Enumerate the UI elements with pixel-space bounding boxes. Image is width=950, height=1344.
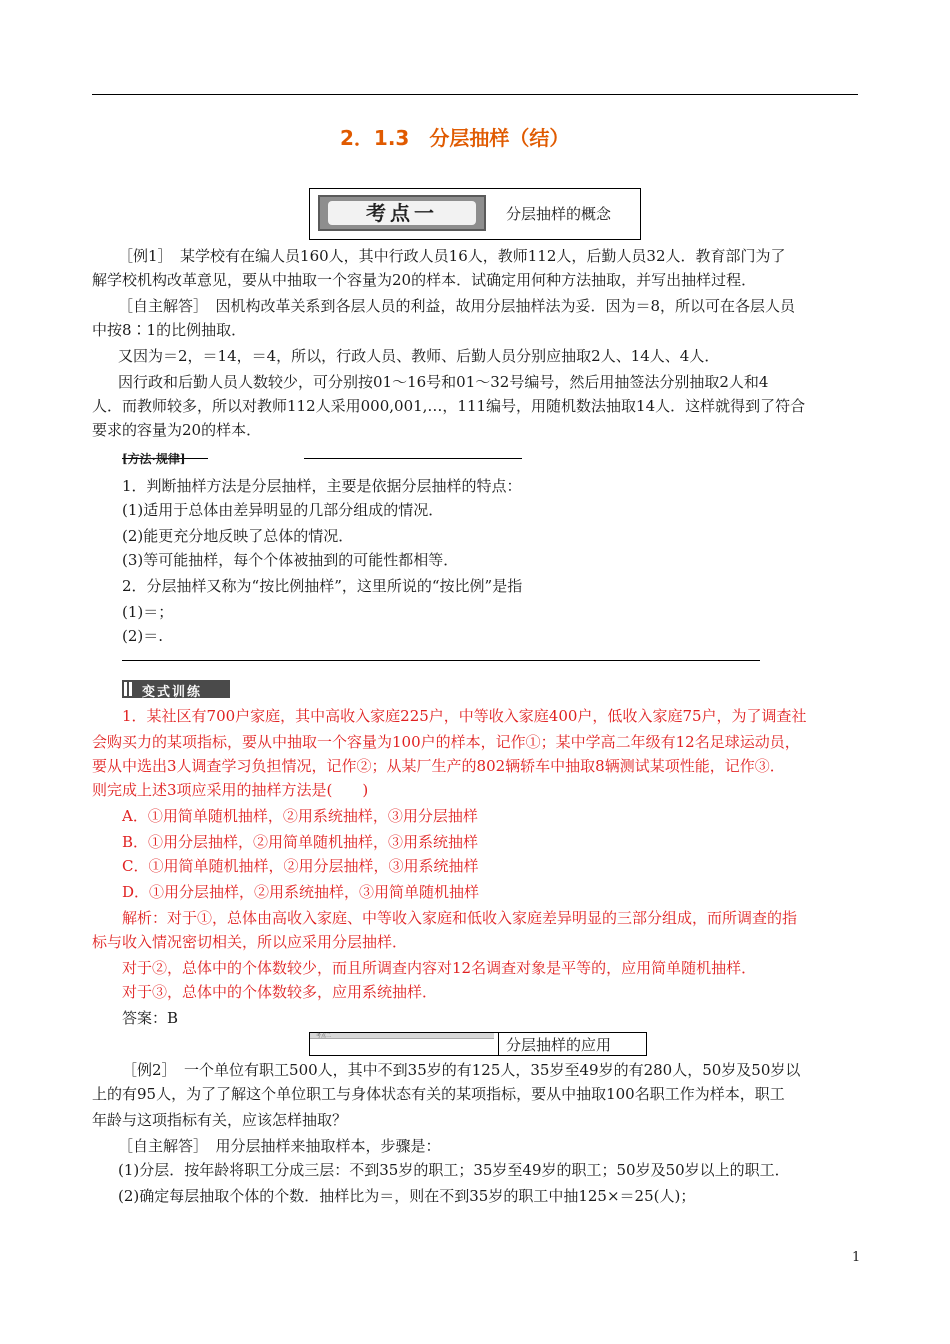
example-1-line: ［自主解答］ 因机构改革关系到各层人员的利益，故用分层抽样法为妥．因为＝8，所以可在各层人员 (118, 297, 796, 315)
section-heading: 分层抽样的概念 (506, 205, 612, 223)
section-badge-label: 考点一 (328, 201, 476, 225)
practice-question-line: 1．某社区有700户家庭，其中高收入家庭225户，中等收入家庭400户，低收入家庭75户，为了调查社 (122, 707, 807, 725)
method-line: (2)＝. (122, 627, 164, 645)
section-badge-small-label: 考点二 (316, 1033, 332, 1039)
example-2-line: 年龄与这项指标有关，应该怎样抽取？ (92, 1111, 348, 1129)
method-rule-right (304, 458, 522, 459)
method-line: 2．分层抽样又称为“按比例抽样”，这里所说的“按比例”是指 (122, 577, 523, 595)
method-line: (1)适用于总体由差异明显的几部分组成的情况． (122, 501, 444, 519)
practice-option: A．①用简单随机抽样，②用系统抽样，③用分层抽样 (122, 807, 478, 825)
example-1-line: 中按8∶1的比例抽取． (92, 321, 247, 339)
section-header-1 (309, 188, 641, 240)
method-label: [方法·规律] (122, 452, 186, 466)
practice-question-line: 要从中选出3人调查学习负担情况，记作②；从某厂生产的802辆轿车中抽取8辆测试某项性能，记作③． (92, 757, 785, 775)
badge-bar-icon (124, 682, 127, 696)
top-rule (92, 94, 858, 95)
section-header-2 (309, 1032, 647, 1056)
practice-answer: 答案：B (122, 1009, 179, 1027)
example-2-line: (2)确定每层抽取个体的个数．抽样比为＝，则在不到35岁的职工中抽125×＝25(人)； (118, 1187, 696, 1205)
example-2-line: ［例2］ 一个单位有职工500人，其中不到35岁的有125人，35岁至49岁的有280人，50岁及50岁以 (122, 1061, 801, 1079)
page-number: 1 (852, 1250, 861, 1265)
practice-badge (122, 680, 230, 698)
example-2-line: ［自主解答］ 用分层抽样来抽取样本，步骤是： (118, 1137, 441, 1155)
practice-option: D．①用分层抽样，②用系统抽样，③用简单随机抽样 (122, 883, 480, 901)
practice-option: B．①用分层抽样，②用简单随机抽样，③用系统抽样 (122, 833, 479, 851)
practice-analysis-line: 对于②，总体中的个体数较少，而且所调查内容对12名调查对象是平等的，应用简单随机抽样． (122, 959, 757, 977)
method-line: (1)＝； (122, 603, 174, 621)
practice-option: C．①用简单随机抽样，②用分层抽样，③用系统抽样 (122, 857, 479, 875)
method-bottom-rule (122, 660, 760, 661)
badge-bar-icon (129, 682, 132, 696)
section-badge-small (310, 1033, 494, 1039)
section-divider (498, 1033, 499, 1055)
practice-question-line: 会购买力的某项指标，要从中抽取一个容量为100户的样本，记作①；某中学高二年级有12名足球运动员， (92, 733, 800, 751)
example-1-line: 解学校机构改革意见，要从中抽取一个容量为20的样本．试确定用何种方法抽取，并写出抽样过程． (92, 271, 757, 289)
example-2-line: (1)分层．按年龄将职工分成三层：不到35岁的职工；35岁至49岁的职工；50岁及50岁以上的职工． (118, 1161, 790, 1179)
method-line: (2)能更充分地反映了总体的情况． (122, 527, 354, 545)
example-1-line: 又因为＝2，＝14，＝4，所以，行政人员、教师、后勤人员分别应抽取2人、14人、4人． (118, 347, 720, 365)
example-1-line: 因行政和后勤人员人数较少，可分别按01～16号和01～32号编号，然后用抽签法分别抽取2人和4 (118, 373, 769, 391)
example-1-line: 要求的容量为20的样本． (92, 421, 262, 439)
practice-analysis-line: 标与收入情况密切相关，所以应采用分层抽样． (92, 933, 408, 951)
practice-analysis-line: 解析：对于①，总体由高收入家庭、中等收入家庭和低收入家庭差异明显的三部分组成，而所调查的指 (122, 909, 798, 927)
page-title: 2．1.3 分层抽样（结） (340, 126, 570, 150)
method-line: 1．判断抽样方法是分层抽样，主要是依据分层抽样的特点： (122, 477, 522, 495)
method-line: (3)等可能抽样，每个个体被抽到的可能性都相等． (122, 551, 459, 569)
practice-analysis-line: 对于③，总体中的个体数较多，应用系统抽样． (122, 983, 438, 1001)
practice-question-line: 则完成上述3项应采用的抽样方法是( ) (92, 781, 369, 799)
example-2-line: 上的有95人，为了了解这个单位职工与身体状态有关的某项指标，要从中抽取100名职工作为样本，职工 (92, 1085, 785, 1103)
section-heading: 分层抽样的应用 (506, 1036, 612, 1054)
example-1-line: 人．而教师较多，所以对教师112人采用000,001,…，111编号，用随机数法抽取14人．这样就得到了符合 (92, 397, 806, 415)
practice-badge-label: 变式训练 (142, 685, 203, 700)
example-1-line: ［例1］ 某学校有在编人员160人，其中行政人员16人，教师112人，后勤人员32人．教育部门为了 (118, 247, 786, 265)
section-badge (318, 195, 486, 231)
